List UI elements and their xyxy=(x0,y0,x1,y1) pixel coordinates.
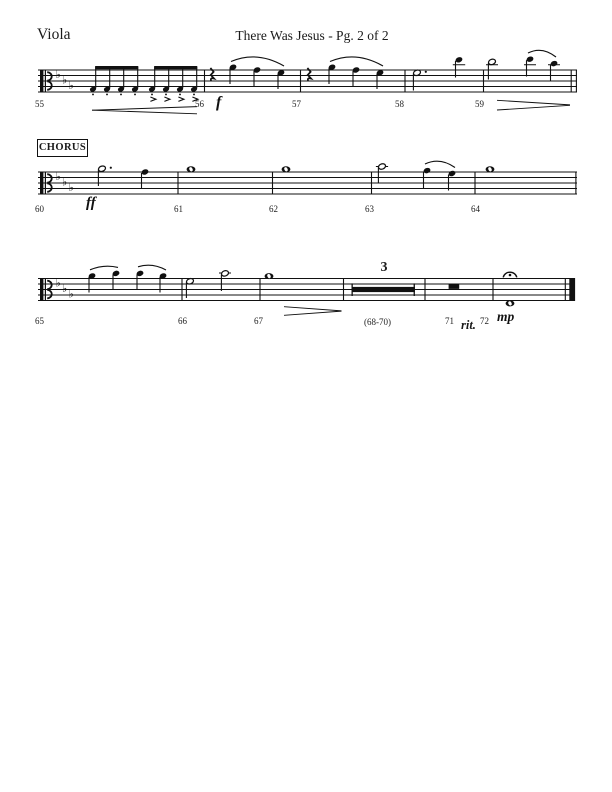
slur xyxy=(138,265,166,270)
measure-number: 59 xyxy=(475,99,484,109)
stems xyxy=(230,68,278,89)
slur xyxy=(90,266,118,270)
staff-system-1 xyxy=(38,50,577,114)
flat-sign-icon: ♭ xyxy=(55,68,61,82)
measure-number: 66 xyxy=(178,316,187,326)
page-title: There Was Jesus - Pg. 2 of 2 xyxy=(235,28,389,43)
accent-marks xyxy=(150,97,198,101)
half-notehead xyxy=(98,165,107,172)
dynamic-fortissimo: ff xyxy=(86,195,96,211)
key-signature-flats xyxy=(56,68,74,92)
flat-sign-icon: ♭ xyxy=(68,79,74,93)
flat-sign-icon: ♭ xyxy=(68,181,74,195)
measure-57-notes xyxy=(307,57,384,89)
flat-sign-icon: ♭ xyxy=(68,287,74,301)
measure-62-notes xyxy=(282,166,291,172)
measure-number: 61 xyxy=(174,203,183,214)
augmentation-dot xyxy=(425,71,427,73)
dynamic-mezzo-piano: mp xyxy=(497,309,515,324)
measure-63-notes xyxy=(376,161,456,190)
measure-58-notes xyxy=(413,56,465,90)
staccato-dots xyxy=(92,93,195,95)
half-notehead xyxy=(221,270,230,277)
instrument-label: Viola xyxy=(37,26,71,43)
slur xyxy=(330,57,383,66)
measure-number: 67 xyxy=(254,316,263,326)
measure-64-notes xyxy=(486,166,495,172)
measure-number: 62 xyxy=(269,203,278,214)
measure-number: 60 xyxy=(35,203,44,214)
stems xyxy=(329,68,377,89)
measure-number: 71 xyxy=(445,316,454,326)
measure-56-notes xyxy=(210,57,285,89)
flat-sign-icon: ♭ xyxy=(62,282,68,296)
half-notehead xyxy=(378,163,387,170)
measure-61-notes xyxy=(187,166,196,172)
key-signature-flats xyxy=(56,277,74,301)
staff-lines xyxy=(38,276,575,301)
multirest-count: 3 xyxy=(380,260,388,275)
dynamic-forte: f xyxy=(216,94,222,111)
key-signature-flats xyxy=(56,170,74,194)
measure-number: 72 xyxy=(480,316,489,326)
measure-number: 57 xyxy=(292,99,301,109)
measure-number: 64 xyxy=(471,203,480,214)
staff-system-3 xyxy=(38,265,575,315)
flat-sign-icon: ♭ xyxy=(55,276,61,290)
flat-sign-icon: ♭ xyxy=(62,73,68,87)
decrescendo-hairpin xyxy=(284,307,342,316)
slur xyxy=(528,50,556,57)
measure-number: 63 xyxy=(365,203,374,214)
measure-number: 58 xyxy=(395,99,404,109)
measure-number: 65 xyxy=(35,316,44,326)
slur xyxy=(425,161,455,167)
augmentation-dot xyxy=(110,167,112,169)
measure-60-notes xyxy=(98,165,149,189)
flat-sign-icon: ♭ xyxy=(62,175,68,189)
measure-number: 55 xyxy=(35,99,44,109)
measure-67-notes xyxy=(265,273,342,315)
measure-55-notes xyxy=(89,66,198,114)
rehearsal-mark-chorus: CHORUS xyxy=(37,139,88,157)
flat-sign-icon: ♭ xyxy=(55,170,61,184)
crescendo-hairpin xyxy=(92,107,197,114)
whole-rest-icon xyxy=(449,284,460,289)
measure-59-notes xyxy=(486,50,570,110)
multimeasure-rest xyxy=(352,283,415,296)
slur xyxy=(231,57,284,66)
staff-system-2 xyxy=(38,161,577,194)
tempo-marking-rit: rit. xyxy=(461,318,476,332)
multirest-range-label: (68-70) xyxy=(364,317,391,327)
fermata-icon xyxy=(503,272,517,277)
beam xyxy=(154,66,197,69)
beam xyxy=(95,66,138,69)
staff-lines xyxy=(38,172,577,194)
decrescendo-hairpin xyxy=(497,100,570,110)
measure-number: 56 xyxy=(195,99,204,109)
